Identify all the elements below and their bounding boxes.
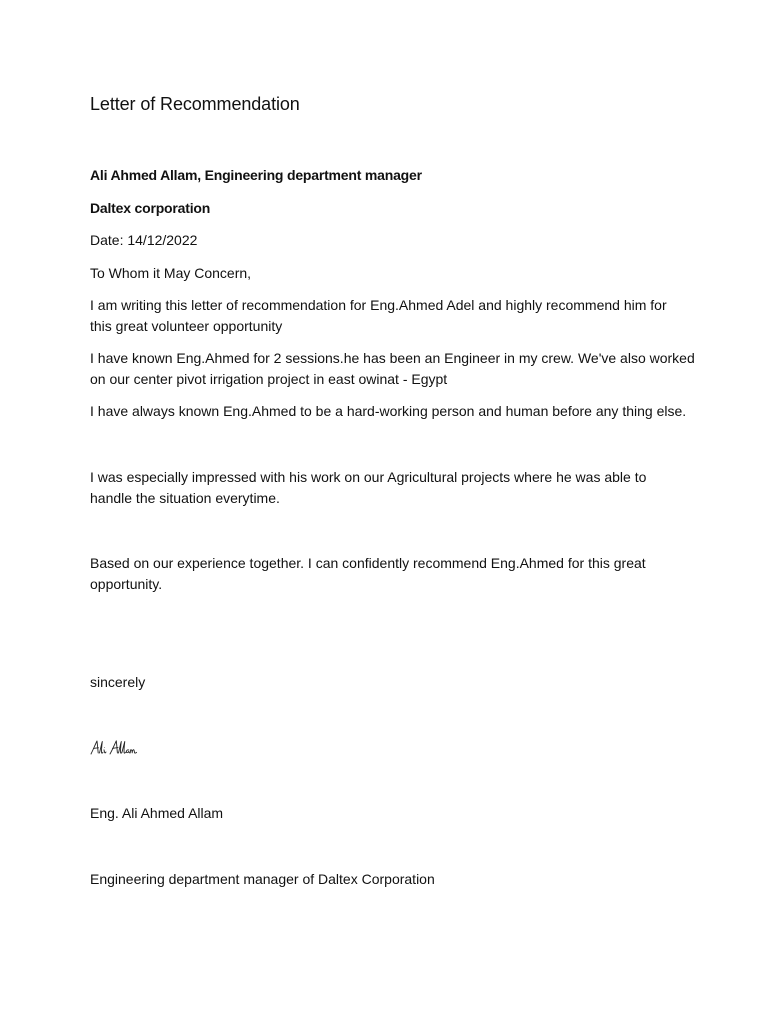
paragraph-5-line-1: Based on our experience together. I can confidently recommend Eng.Ahmed for this great xyxy=(90,555,646,571)
handwritten-signature xyxy=(89,738,149,758)
paragraph-4-line-1: I was especially impressed with his work on our Agricultural projects where he was able to xyxy=(90,469,647,485)
letter-title: Letter of Recommendation xyxy=(90,94,300,114)
paragraph-5-line-2: opportunity. xyxy=(90,576,163,592)
paragraph-4-line-2: handle the situation everytime. xyxy=(90,490,280,506)
closing: sincerely xyxy=(90,674,146,690)
company-name: Daltex corporation xyxy=(90,200,211,216)
paragraph-2-line-2: on our center pivot irrigation project in east owinat - Egypt xyxy=(90,371,448,387)
signer-name: Eng. Ali Ahmed Allam xyxy=(90,805,224,821)
salutation: To Whom it May Concern, xyxy=(90,265,252,281)
paragraph-1-line-1: I am writing this letter of recommendation for Eng.Ahmed Adel and highly recommend him for xyxy=(90,297,667,313)
paragraph-2-line-1: I have known Eng.Ahmed for 2 sessions.he has been an Engineer in my crew. We've also worked xyxy=(90,350,695,366)
paragraph-3-line-1: I have always known Eng.Ahmed to be a hard-working person and human before any thing else. xyxy=(90,403,687,419)
signer-position: Engineering department manager of Daltex Corporation xyxy=(90,871,435,887)
sender-name-title: Ali Ahmed Allam, Engineering department manager xyxy=(90,167,422,183)
letter-date: Date: 14/12/2022 xyxy=(90,232,198,248)
paragraph-1-line-2: this great volunteer opportunity xyxy=(90,318,283,334)
